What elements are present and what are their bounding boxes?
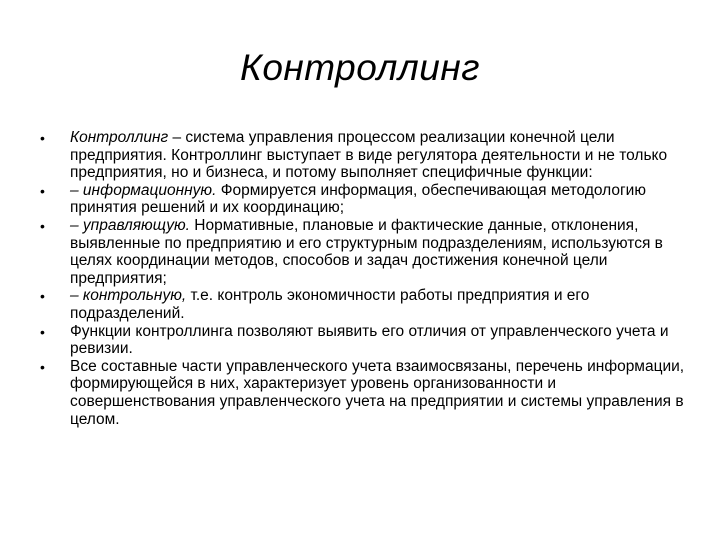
bullet-item — [40, 287, 690, 322]
bullet-item — [40, 217, 690, 287]
bullet-text: Нормативные, плановые и фактические данные, отклонения, выявленные по предприятию и его структурным подразделениям, используются в целях координации методов, способов и задач достижения конечной цели предприятия; — [70, 216, 663, 287]
bullet-emphasis: – информационную. — [70, 181, 217, 199]
slide-title: Контроллинг — [240, 47, 480, 88]
bullet-icon: • — [40, 288, 45, 305]
bullet-item — [40, 182, 690, 217]
bullet-item — [40, 129, 690, 182]
bullet-emphasis: – контрольную, — [70, 287, 187, 305]
bullet-item — [40, 358, 690, 428]
bullet-icon: • — [40, 182, 45, 199]
bullet-icon: • — [40, 358, 45, 375]
bullet-item — [40, 323, 690, 358]
bullet-text: Все составные части управленческого учета взаимосвязаны, перечень информации, формирующейся в них, характеризует уровень организованности и совершенствования управленческого учета на предприятии и системы управления в целом. — [70, 357, 685, 428]
bullet-emphasis: – управляющую. — [70, 216, 190, 234]
bullet-text: т.е. контроль экономичности работы предприятия и его подразделений. — [70, 287, 590, 322]
bullet-icon: • — [40, 323, 45, 340]
bullet-text: – система управления процессом реализации конечной цели предприятия. Контроллинг выступает в виде регулятора деятельности и не только предприятия, но и бизнеса, и потому выполняет специфичные функции: — [70, 129, 668, 182]
bullet-icon: • — [40, 217, 45, 234]
bullet-text: Формируется информация, обеспечивающая методологию принятия решений и их координацию; — [70, 181, 646, 217]
bullet-list — [40, 129, 690, 428]
bullet-text: Функции контроллинга позволяют выявить его отличия от управленческого учета и ревизии. — [70, 322, 669, 358]
bullet-icon: • — [40, 130, 45, 146]
bullet-emphasis: Контроллинг — [70, 129, 169, 146]
